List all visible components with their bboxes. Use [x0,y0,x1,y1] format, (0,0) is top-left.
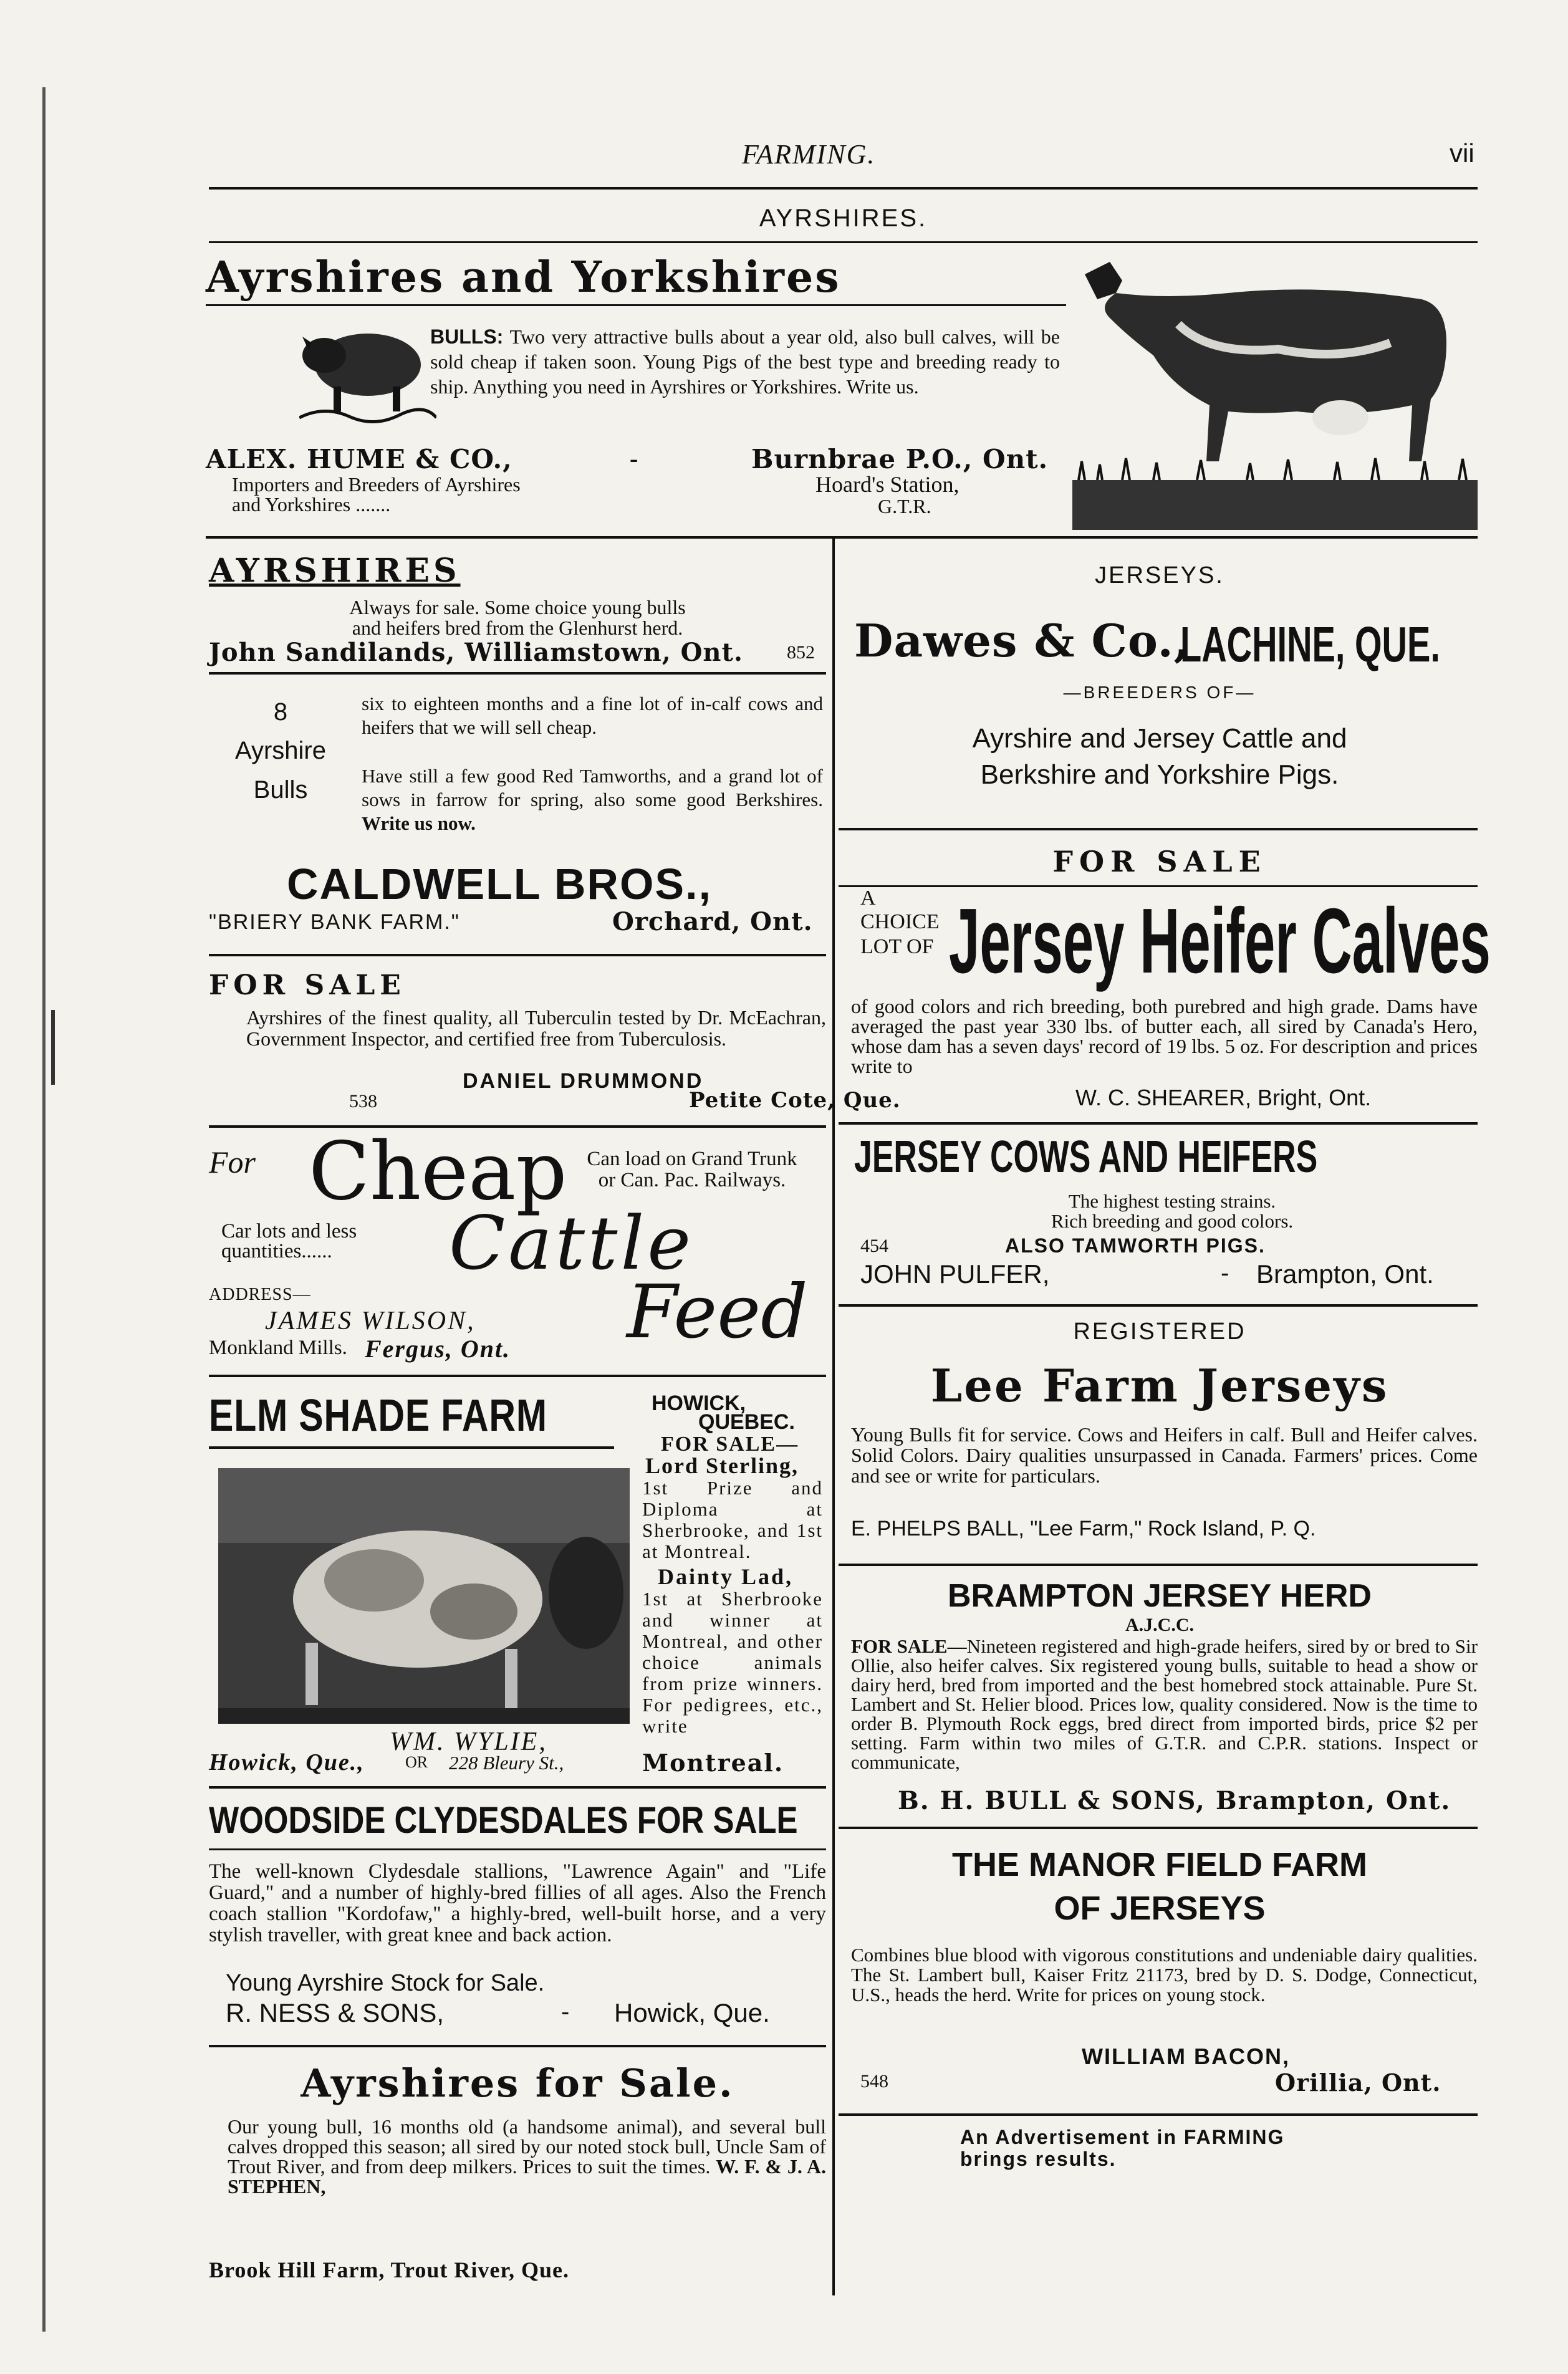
ad13-text: Combines blue blood with vigorous constitutions and undeniable dairy qualities. The St. Lambert bull, Kaiser Fritz 21173, bred by D. S. Dodge, Connecticut, U.S., heads the herd. Write for prices on young stock. [851,1944,1478,2006]
ad6-addr: 228 Bleury St., [449,1752,564,1774]
section-heading: AYRSHIRES. [759,204,928,232]
ad5-carlots2: quantities...... [221,1240,332,1262]
ad1-bottom-rule [206,536,1478,539]
ad1-name: ALEX. HUME & CO., [206,444,512,474]
jerseys-heading: JERSEYS. [1095,562,1224,589]
ad1-sub1: Importers and Breeders of Ayrshires [232,473,521,496]
ad1-place: Burnbrae P.O., Ont. [751,444,1049,474]
footer-line2: brings results. [960,2148,1117,2170]
ad7-rule [209,2045,826,2047]
ad3-text2-body: Have still a few good Red Tamworths, and a grand lot of sows in farrow for spring, also some good Berkshires. [362,765,823,810]
ad12-rule [839,1827,1478,1829]
ad5-name: JAMES WILSON, [265,1307,476,1335]
ad6-bull2-text: 1st at Sherbrooke and winner at Montreal, and other choice animals from prize winners. For pedigrees, etc., write [642,1588,823,1737]
ad12-text [851,1636,1478,1772]
ad12-forsale: FOR SALE— [851,1635,967,1657]
ad6-title: ELM SHADE FARM [209,1391,547,1441]
ad2-line1: Always for sale. Some choice young bulls [349,596,686,618]
ad5-feed: Feed [627,1269,808,1355]
cow-illustration [1072,256,1478,530]
section-rule [209,241,1478,243]
footer-line1: An Advertisement in FARMING [960,2126,1285,2148]
ad9-title-rule [839,885,1478,887]
ad4-title: FOR SALE [209,969,406,1001]
ad12-title: BRAMPTON JERSEY HERD [948,1578,1372,1614]
ad6-bull1-text: 1st Prize and Diploma at Sherbrooke, and 1st at Montreal. [642,1477,823,1562]
ad8-farm: Brook Hill Farm, Trout River, Que. [209,2257,570,2282]
ad13-title1: THE MANOR FIELD FARM [952,1846,1367,1883]
ad7-name: R. NESS & SONS, [226,1998,445,2027]
dawes-line1: Ayrshire and Jersey Cattle and [972,723,1347,754]
scan-edge-line [42,87,46,2332]
ad2-rule [209,672,826,675]
ad3-text2 [362,764,823,835]
ad9-name: W. C. SHEARER, Bright, Ont. [1075,1085,1372,1110]
ad6-or: OR [405,1753,428,1771]
dawes-place: LACHINE, QUE. [1180,617,1440,672]
ad7-title-rule [209,1848,826,1850]
page-number: vii [1450,138,1474,168]
ad10-place: Brampton, Ont. [1256,1259,1434,1289]
ad12-sub: A.J.C.C. [1125,1615,1194,1635]
ad7-place: Howick, Que. [614,1998,770,2027]
ad10-rule [839,1304,1478,1307]
ad5-cheap: Cheap [309,1125,567,1218]
ad10-line1: The highest testing strains. [1068,1190,1276,1212]
ad3-write: Write us now. [362,812,476,834]
ad1-body [430,324,1060,399]
ad11-name: E. PHELPS BALL, [851,1517,1024,1540]
ad13-title2: OF JERSEYS [1054,1890,1266,1927]
ad1-sub2: and Yorkshires ....... [232,493,391,516]
ad4-place: Petite Cote, Que. [689,1088,901,1113]
ad5-address: ADDRESS— [209,1285,311,1304]
scan-edge-mark [51,1010,55,1085]
ad12-text-body: Nineteen registered and high-grade heifers, sired by or bred to Sir Ollie, also heifer calves. Six registered young bulls, suitable to head a show or dairy herd, bred from imported and the best homebred stock attainable. Pure St. Lambert and St. Helier blood. Prices low, quality considered. Now is the time to order B. Plymouth Rock eggs, bred direct from imported birds, price $2 per setting. Farm within two miles of G.T.R. and C.P.R. stations. Inspect or communicate, [851,1635,1478,1773]
ad1-bulls-label: BULLS: [430,325,504,348]
dawes-rule [839,828,1478,830]
ad7-dash: - [561,1998,570,2026]
dawes-line2: Berkshire and Yorkshire Pigs. [980,759,1339,790]
ad2-name: John Sandilands, Williamstown, Ont. [209,638,743,667]
ad11-registered: REGISTERED [1073,1319,1246,1345]
ad12-name: B. H. BULL & SONS, Brampton, Ont. [898,1786,1451,1815]
ad5-rule [209,1375,826,1377]
cattle-photo [218,1468,630,1724]
ad7-title: WOODSIDE CLYDESDALES FOR SALE [209,1799,798,1841]
ad3-word2: Bulls [253,776,308,804]
ad1-title: Ayrshires and Yorkshires [206,252,841,302]
ad9-lotof: LOT OF [860,935,934,958]
ad11-title: Lee Farm Jerseys [930,1359,1389,1412]
ad6-title-rule [209,1446,614,1449]
ad3-rule [209,954,826,956]
ad5-load2: or Can. Pac. Railways. [598,1169,786,1191]
ad6-loc1: HOWICK, [652,1391,746,1415]
ad2-title: AYRSHIRES [209,552,461,590]
ad10-number: 454 [860,1236,888,1256]
ad11-footer [851,1517,1315,1541]
ad13-number: 548 [860,2071,888,2092]
ad4-number: 538 [349,1091,377,1112]
ad6-rule [209,1786,826,1789]
ad2-line2: and heifers bred from the Glenhurst herd. [352,617,683,639]
ad10-dash: - [1221,1259,1229,1287]
ad5-for: For [209,1145,256,1180]
ad8-text-body: Our young bull, 16 months old (a handsome animal), and several bull calves dropped this season; all sired by our noted stock bull, Uncle Sam of Trout River, and from deep milkers. Prices to suit the times. [228,2115,826,2178]
ad1-title-rule [206,304,1066,306]
running-title: FARMING. [742,139,876,170]
ad10-also: ALSO TAMWORTH PIGS. [1005,1234,1266,1257]
ad3-text: six to eighteen months and a fine lot of in-calf cows and heifers that we will sell cheap. [362,693,823,738]
ad3-place: Orchard, Ont. [612,907,813,936]
ad9-choice: CHOICE [860,910,940,933]
ad5-town: Fergus, Ont. [365,1335,511,1363]
ad1-bulls-text: Two very attractive bulls about a year old, also bull calves, will be sold cheap if taken soon. Young Pigs of the best type and breeding ready to ship. Anything you need in Ayrshires or Yorkshires. Write us. [430,325,1061,398]
ad3-farm: "BRIERY BANK FARM." [209,910,460,934]
ad9-title: FOR SALE [1052,845,1267,878]
ad13-rule [839,2113,1478,2116]
ad11-rule [839,1564,1478,1566]
ad6-loc2: QUEBEC. [698,1410,795,1434]
dawes-breeders: —BREEDERS OF— [1063,683,1256,702]
ad5-cattle: Cattle [449,1200,695,1286]
ad9-text: of good colors and rich breeding, both purebred and high grade. Dams have averaged the past year 330 lbs. of butter each, all sired by Canada's Hero, whose dam has a seven days' record of 19 lbs. 5 oz. For description and prices write to [851,995,1478,1077]
ad13-name: WILLIAM BACON, [1082,2044,1290,2069]
ad6-name: WM. WYLIE, [390,1728,547,1756]
ad6-town: Howick, Que., [209,1749,365,1776]
column-divider [832,537,835,2295]
ad1-dash: - [630,445,638,473]
ad3-name: CALDWELL BROS., [287,860,713,908]
ad9-a: A [860,887,876,910]
ad8-name: W. F. & J. A. STEPHEN, [228,2155,827,2198]
ad1-station2: G.T.R. [878,495,931,517]
ad8-title: Ayrshires for Sale. [301,2060,734,2106]
pig-illustration [299,312,436,424]
ad6-city: Montreal. [642,1749,784,1777]
ad4-name: DANIEL DRUMMOND [463,1069,704,1093]
ad7-text: The well-known Clydesdale stallions, "Lawrence Again" and "Life Guard," and a number of highly-bred fillies of all ages. Also the French coach stallion "Kordofaw," a highly-bred, well-built horse, and a very stylish traveller, with great knee and back action. [209,1860,826,1946]
ad11-text: Young Bulls fit for service. Cows and Heifers in calf. Bull and Heifer calves. Solid Colors. Dairy qualities unsurpassed in Canada. Farmers' prices. Come and see or write for particulars. [851,1423,1478,1487]
ad2-number: 852 [787,642,815,663]
ad5-load1: Can load on Grand Trunk [587,1148,797,1170]
dawes-name: Dawes & Co., [854,614,1190,667]
ad3-word1: Ayrshire [235,737,326,764]
ad5-carlots1: Car lots and less [221,1220,357,1242]
ad5-mills: Monkland Mills. [209,1337,347,1359]
ad10-name: JOHN PULFER, [860,1259,1050,1289]
ad6-bull1: Lord Sterling, [645,1453,799,1478]
ad1-station1: Hoard's Station, [815,472,960,497]
ad3-number: 8 [273,698,288,726]
ad9-rule [839,1122,1478,1125]
header-rule [209,187,1478,190]
ad8-text [228,2117,826,2196]
ad9-big: Jersey Heifer Calves [949,890,1491,992]
ad4-text: Ayrshires of the finest quality, all Tuberculin tested by Dr. McEachran, Government Inspector, and certified free from Tuberculosis. [246,1006,826,1050]
ad11-farm: "Lee Farm," [1030,1517,1142,1540]
ad10-line2: Rich breeding and good colors. [1051,1210,1294,1232]
ad11-place: Rock Island, P. Q. [1147,1517,1316,1540]
ad6-bull2: Dainty Lad, [658,1564,794,1589]
ad7-young: Young Ayrshire Stock for Sale. [226,1970,545,1996]
ad13-place: Orillia, Ont. [1275,2069,1441,2097]
ad6-forsale: FOR SALE— [661,1433,799,1456]
ad10-title: JERSEY COWS AND HEIFERS [854,1132,1318,1182]
